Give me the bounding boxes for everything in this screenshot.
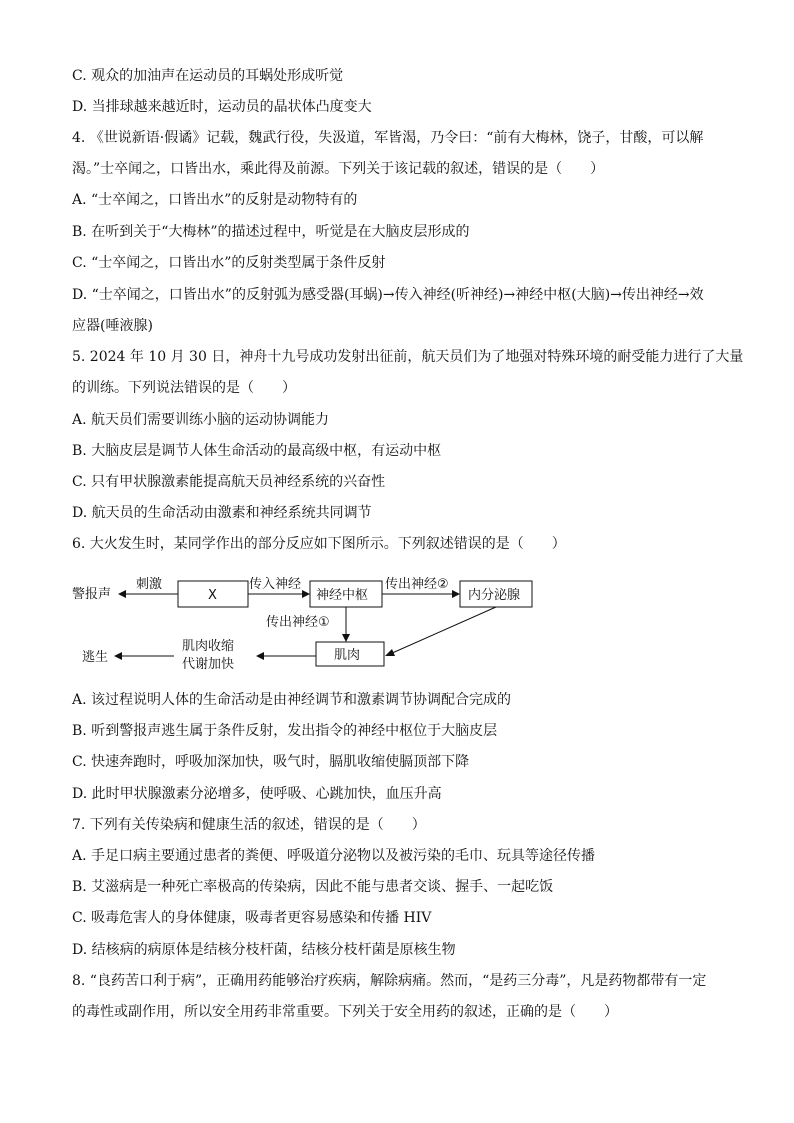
- q5-option-a: A. 航天员们需要训练小脑的运动协调能力: [72, 412, 330, 428]
- stimulus-label: 刺激: [136, 577, 163, 592]
- q6-option-c: C. 快速奔跑时，呼吸加深加快，吸气时，膈肌收缩使膈顶部下降: [72, 754, 470, 770]
- q6-option-a: A. 该过程说明人体的生命活动是由神经调节和激素调节协调配合完成的: [72, 692, 512, 708]
- x-box-label: X: [208, 588, 217, 603]
- alarm-label: 警报声: [72, 587, 112, 602]
- afferent-arrowhead: [302, 590, 310, 598]
- q5-option-d: D. 航天员的生命活动由激素和神经系统共同调节: [72, 505, 372, 521]
- muscle-effect-line-1: 肌肉收缩: [182, 639, 235, 654]
- q5-option-c: C. 只有甲状腺激素能提高航天员神经系统的兴奋性: [72, 474, 386, 490]
- q4-option-b: B. 在听到关于“大梅林”的描述过程中，听觉是在大脑皮层形成的: [72, 224, 470, 240]
- efferent2-arrowhead: [452, 590, 460, 598]
- afferent-label: 传入神经: [249, 577, 302, 592]
- q4-option-d-line-1: D. “士卒闻之，口皆出水”的反射弧为感受器(耳蜗)→传入神经(听神经)→神经中枢(大脑)→传出神经→效: [72, 287, 704, 303]
- q3-option-c: C. 观众的加油声在运动员的耳蜗处形成听觉: [72, 68, 344, 84]
- escape-label: 逃生: [82, 650, 109, 665]
- q8-stem-line-2: 的毒性或副作用，所以安全用药非常重要。下列关于安全用药的叙述，正确的是（ ）: [72, 1004, 618, 1020]
- nerve-center-label: 神经中枢: [316, 588, 369, 603]
- hormone-arrow: [390, 607, 496, 654]
- q4-stem-line-1: 4. 《世说新语·假谲》记载，魏武行役，失汲道，军皆渴，乃令曰：“前有大梅林，饶子，甘酸，可以解: [72, 130, 704, 146]
- q7-option-b: B. 艾滋病是一种死亡率极高的传染病，因此不能与患者交谈、握手、一起吃饭: [72, 879, 554, 895]
- q7-option-a: A. 手足口病主要通过患者的粪便、呼吸道分泌物以及被污染的毛巾、玩具等途径传播: [72, 848, 596, 864]
- escape-arrowhead: [114, 652, 122, 660]
- reflex-pathway-diagram: [72, 568, 552, 678]
- hormone-arrowhead: [385, 649, 395, 656]
- q7-option-c: C. 吸毒危害人的身体健康，吸毒者更容易感染和传播 HIV: [72, 910, 432, 926]
- q4-stem-line-2: 渴。”士卒闻之，口皆出水，乘此得及前源。下列关于该记载的叙述，错误的是（ ）: [72, 161, 605, 177]
- q4-option-d-line-2: 应器(唾液腺): [72, 318, 153, 334]
- efferent1-arrowhead: [342, 634, 350, 642]
- muscle-label: 肌肉: [334, 648, 361, 663]
- q8-stem-line-1: 8. “良药苦口利于病”，正确用药能够治疗疾病，解除病痛。然而，“是药三分毒”，凡是药物都带有一定: [72, 973, 707, 989]
- q4-option-c: C. “士卒闻之，口皆出水”的反射类型属于条件反射: [72, 255, 386, 271]
- q5-option-b: B. 大脑皮层是调节人体生命活动的最高级中枢，有运动中枢: [72, 443, 442, 459]
- endocrine-gland-label: 内分泌腺: [468, 588, 521, 603]
- muscle-effect-line-2: 代谢加快: [182, 657, 235, 672]
- muscle-effect-arrowhead: [256, 652, 264, 660]
- q4-option-a: A. “士卒闻之，口皆出水”的反射是动物特有的: [72, 192, 358, 208]
- stimulus-arrowhead: [118, 590, 126, 598]
- q5-stem-line-2: 的训练。下列说法错误的是（ ）: [72, 380, 296, 396]
- q7-option-d: D. 结核病的病原体是结核分枝杆菌，结核分枝杆菌是原核生物: [72, 942, 456, 958]
- q3-option-d: D. 当排球越来越近时，运动员的晶状体凸度变大: [72, 99, 372, 115]
- efferent2-label: 传出神经②: [385, 577, 449, 592]
- q7-stem: 7. 下列有关传染病和健康生活的叙述，错误的是（ ）: [72, 817, 426, 833]
- q6-option-b: B. 听到警报声逃生属于条件反射，发出指令的神经中枢位于大脑皮层: [72, 723, 498, 739]
- q6-stem: 6. 大火发生时，某同学作出的部分反应如下图所示。下列叙述错误的是（ ）: [72, 536, 566, 552]
- efferent1-label: 传出神经①: [266, 615, 330, 630]
- q6-option-d: D. 此时甲状腺激素分泌增多，使呼吸、心跳加快，血压升高: [72, 786, 442, 802]
- q5-stem-line-1: 5. 2024 年 10 月 30 日，神舟十九号成功发射出征前，航天员们为了地强对特殊环境的耐受能力进行了大量: [72, 349, 744, 365]
